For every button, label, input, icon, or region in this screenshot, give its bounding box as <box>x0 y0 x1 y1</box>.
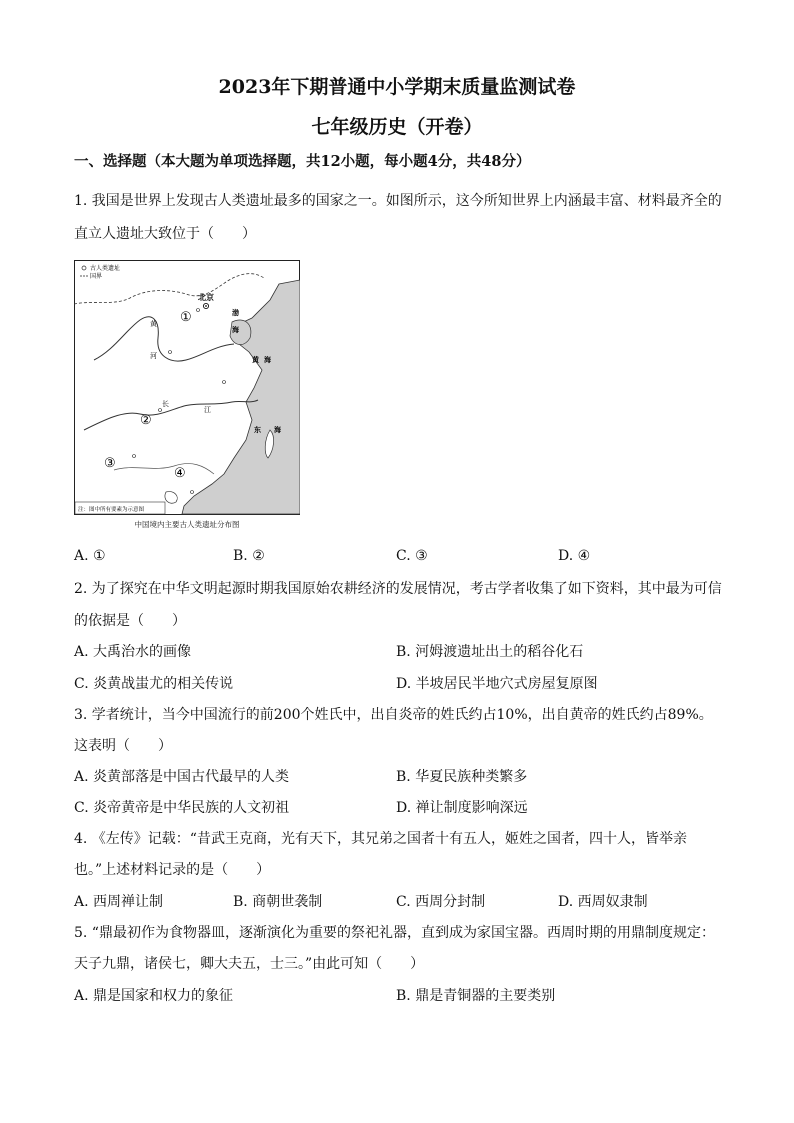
q1-option-c[interactable]: C. ③ <box>396 548 428 564</box>
q3-option-b[interactable]: B. 华夏民族种类繁多 <box>396 769 528 785</box>
label-chang: 长 <box>162 400 169 408</box>
label-jiang: 江 <box>204 406 211 414</box>
q2-option-a[interactable]: A. 大禹治水的画像 <box>74 644 192 660</box>
q4-option-c[interactable]: C. 西周分封制 <box>396 894 486 910</box>
map-caption: 中国境内主要古人类遗址分布图 <box>134 520 240 529</box>
ancient-sites-map <box>74 260 300 515</box>
marker-4: ④ <box>174 466 186 481</box>
section-heading: 一、选择题（本大题为单项选择题，共12小题，每小题4分，共48分） <box>74 153 531 170</box>
label-hai-2: 海 <box>264 355 271 364</box>
q4-option-d[interactable]: D. 西周奴隶制 <box>558 894 648 910</box>
q1-option-d[interactable]: D. ④ <box>558 548 591 564</box>
q4-option-b[interactable]: B. 商朝世袭制 <box>233 894 323 910</box>
q3-option-d[interactable]: D. 禅让制度影响深远 <box>396 800 528 816</box>
q3-stem-line-1: 3. 学者统计，当今中国流行的前200个姓氏中，出自炎帝的姓氏约占10%，出自黄帝的姓氏约占89%。 <box>74 707 713 723</box>
label-hai-3: 海 <box>274 425 281 434</box>
q5-stem-line-2: 天子九鼎，诸侯七，卿大夫五，士三。”由此可知（ ） <box>74 956 425 972</box>
label-hai-1: 海 <box>232 325 239 334</box>
marker-3: ③ <box>104 456 116 471</box>
q1-option-b[interactable]: B. ② <box>233 548 265 564</box>
label-huang: 黄 <box>150 320 157 328</box>
marker-1: ① <box>180 310 192 325</box>
city-beijing-label: 北京 <box>198 292 214 302</box>
q4-stem-line-2: 也。”上述材料记录的是（ ） <box>74 862 271 878</box>
q5-stem-line-1: 5. “鼎最初作为食物器皿，逐渐演化为重要的祭祀礼器，直到成为家国宝器。西周时期的用鼎制度规定： <box>74 925 715 941</box>
marker-2: ② <box>140 413 152 428</box>
q2-stem-line-2: 的依据是（ ） <box>74 613 186 629</box>
q2-stem-line-1: 2. 为了探究在中华文明起源时期我国原始农耕经济的发展情况，考古学者收集了如下资料，其中最为可信 <box>74 581 722 597</box>
label-dong: 东 <box>254 425 261 434</box>
q4-stem-line-1: 4. 《左传》记载：“昔武王克商，光有天下，其兄弟之国者十有五人，姬姓之国者，四十人，皆举亲 <box>74 831 687 847</box>
q2-option-b[interactable]: B. 河姆渡遗址出土的稻谷化石 <box>396 644 584 660</box>
q3-option-c[interactable]: C. 炎帝黄帝是中华民族的人文初祖 <box>74 800 290 816</box>
label-he: 河 <box>150 352 157 360</box>
label-bo: 渤 <box>232 308 239 317</box>
q3-stem-line-2: 这表明（ ） <box>74 738 172 754</box>
q5-option-a[interactable]: A. 鼎是国家和权力的象征 <box>74 988 234 1004</box>
exam-title: 2023年下期普通中小学期末质量监测试卷 <box>218 76 576 98</box>
q1-option-a[interactable]: A. ① <box>74 548 106 564</box>
q1-stem-line-2: 直立人遗址大致位于（ ） <box>74 226 256 242</box>
legend-sites: 古人类遗址 <box>90 265 121 272</box>
label-huang-sea: 黄 <box>252 355 259 364</box>
q3-option-a[interactable]: A. 炎黄部落是中国古代最早的人类 <box>74 769 290 785</box>
q4-option-a[interactable]: A. 西周禅让制 <box>74 894 164 910</box>
legend-border: 国界 <box>90 273 103 280</box>
q5-option-b[interactable]: B. 鼎是青铜器的主要类别 <box>396 988 556 1004</box>
q2-option-d[interactable]: D. 半坡居民半地穴式房屋复原图 <box>396 676 598 692</box>
map-note: 注：图中所有要素为示意图 <box>78 507 145 513</box>
q1-stem-line-1: 1. 我国是世界上发现古人类遗址最多的国家之一。如图所示，这今所知世界上内涵最丰富、材料最齐全的 <box>74 193 722 209</box>
q2-option-c[interactable]: C. 炎黄战蚩尤的相关传说 <box>74 676 234 692</box>
exam-subtitle: 七年级历史（开卷） <box>311 116 483 138</box>
